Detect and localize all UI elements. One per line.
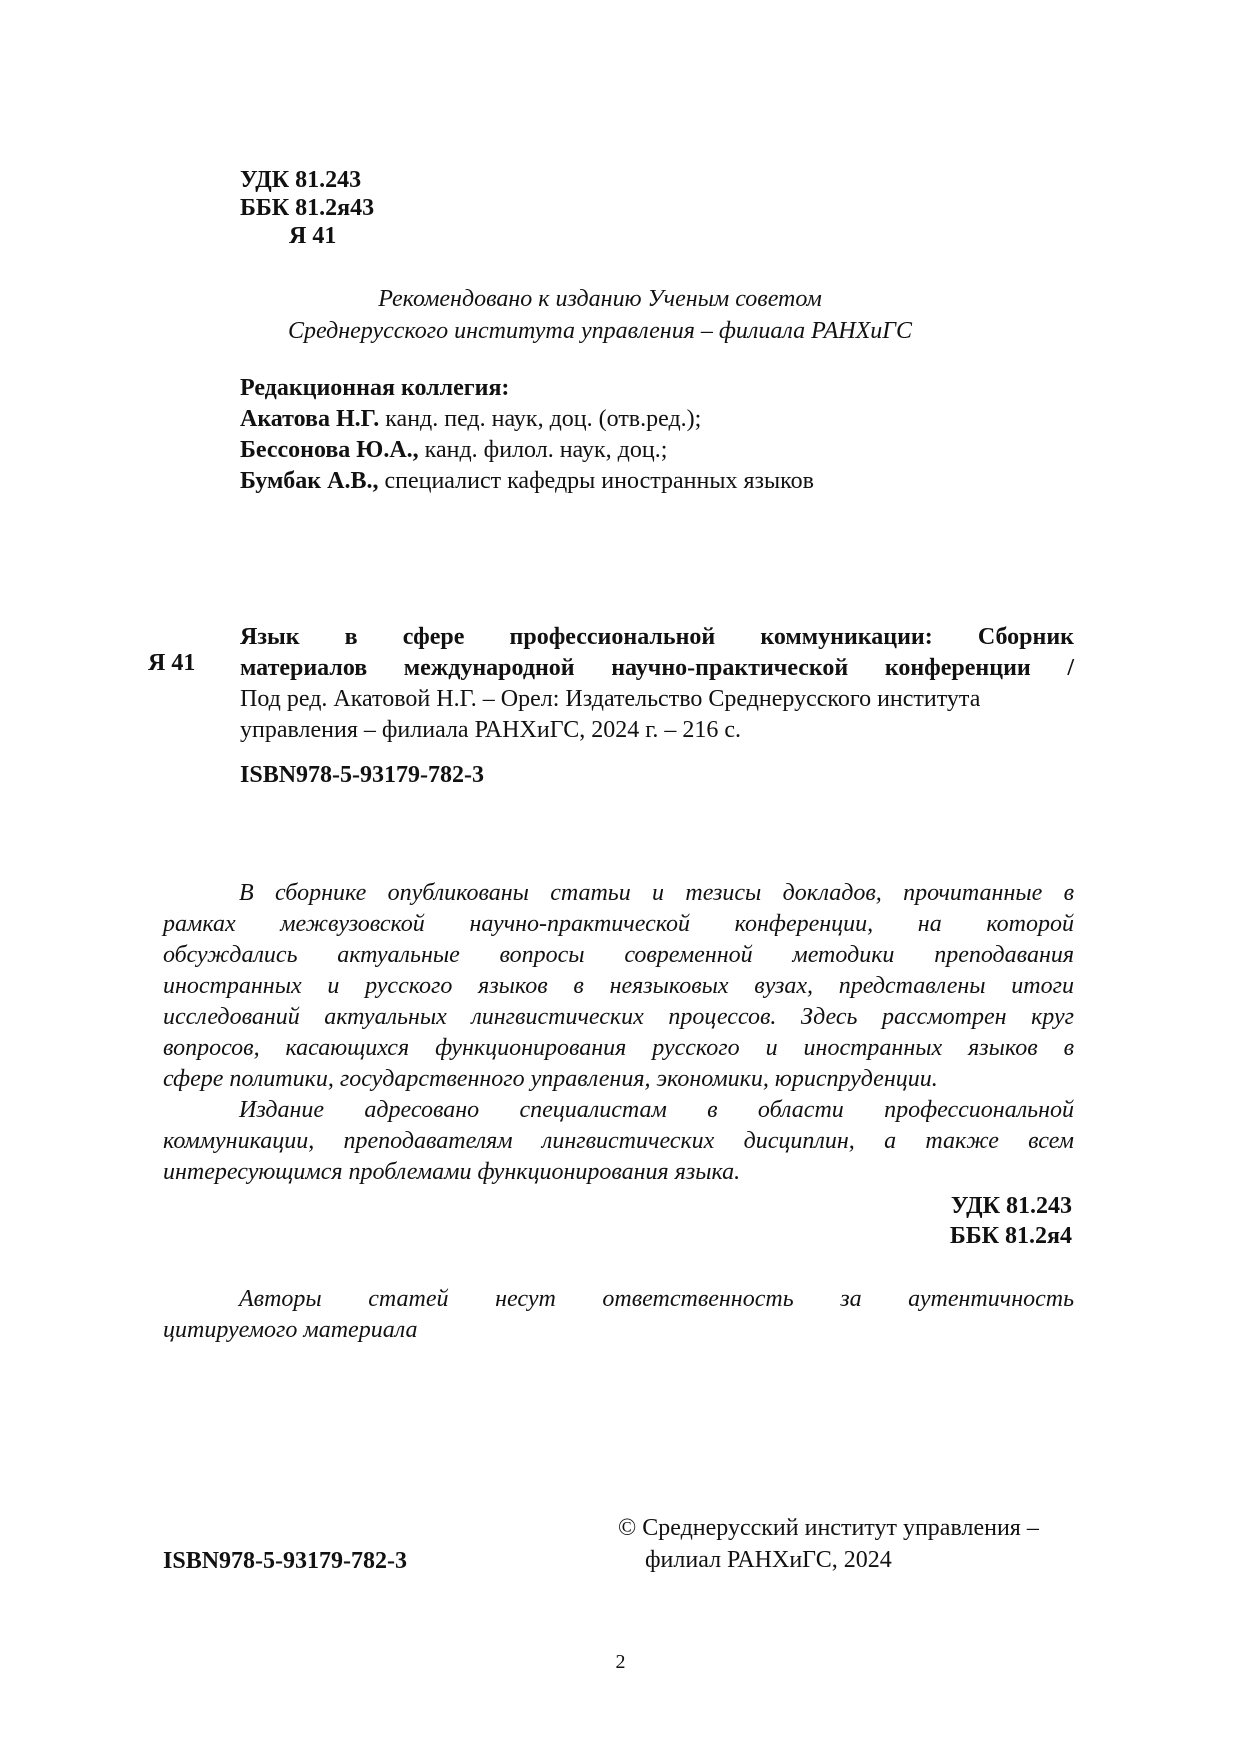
library-cipher: Я 41 bbox=[148, 650, 196, 676]
copyright-notice bbox=[618, 1512, 1039, 1576]
board-member bbox=[240, 435, 814, 466]
imprint-line-1: Под ред. Акатовой Н.Г. – Орел: Издательство Среднерусского института bbox=[240, 686, 981, 712]
copyright-line-1: © Среднерусский институт управления – bbox=[618, 1515, 1039, 1541]
authors-disclaimer bbox=[163, 1284, 1074, 1346]
udk-code-bottom: УДК 81.243 bbox=[950, 1193, 1072, 1219]
annotation-line: коммуникации, преподавателям лингвистических дисциплин, а также всем bbox=[163, 1128, 1074, 1154]
board-member bbox=[240, 404, 814, 435]
book-title-line-1: Язык в сфере профессиональной коммуникации: Сборник bbox=[240, 624, 1074, 650]
board-member-role: канд. филол. наук, доц.; bbox=[418, 437, 668, 463]
bibliographic-record bbox=[240, 622, 1074, 746]
disclaimer-line-2: цитируемого материала bbox=[163, 1317, 418, 1343]
annotation-line: иностранных и русского языков в неязыковых вузах, представлены итоги bbox=[163, 973, 1074, 999]
isbn-footer: ISBN978-5-93179-782-3 bbox=[163, 1548, 407, 1574]
recommendation-line-2: Среднерусского института управления – филиала РАНХиГС bbox=[288, 318, 912, 344]
imprint-line-2: управления – филиала РАНХиГС, 2024 г. – 216 с. bbox=[240, 717, 742, 743]
copyright-line-2: филиал РАНХиГС, 2024 bbox=[645, 1547, 892, 1573]
annotation-line: вопросов, касающихся функционирования русского и иностранных языков в bbox=[163, 1035, 1074, 1061]
disclaimer-line-1: Авторы статей несут ответственность за аутентичность bbox=[239, 1286, 1074, 1312]
board-member bbox=[240, 466, 814, 497]
board-member-role: специалист кафедры иностранных языков bbox=[378, 468, 814, 494]
annotation bbox=[163, 878, 1074, 1188]
page-number: 2 bbox=[615, 1651, 626, 1673]
bbk-code: ББК 81.2я43 bbox=[240, 195, 375, 221]
isbn-record: ISBN978-5-93179-782-3 bbox=[240, 762, 484, 788]
annotation-line: рамках межвузовской научно-практической конференции, на которой bbox=[163, 911, 1074, 937]
author-mark: Я 41 bbox=[289, 223, 337, 249]
board-member-name: Бессонова Ю.А., bbox=[240, 437, 419, 463]
board-member-role: канд. пед. наук, доц. (отв.ред.); bbox=[379, 406, 702, 432]
classification-bottom bbox=[950, 1191, 1072, 1251]
udk-code: УДК 81.243 bbox=[240, 167, 362, 193]
annotation-line: Издание адресовано специалистам в области профессиональной bbox=[239, 1097, 1074, 1123]
annotation-line: В сборнике опубликованы статьи и тезисы докладов, прочитанные в bbox=[239, 880, 1074, 906]
board-member-name: Бумбак А.В., bbox=[240, 468, 379, 494]
recommendation-note bbox=[240, 283, 960, 347]
annotation-line: сфере политики, государственного управления, экономики, юриспруденции. bbox=[163, 1066, 938, 1092]
editorial-board bbox=[240, 373, 814, 497]
annotation-line: исследований актуальных лингвистических процессов. Здесь рассмотрен круг bbox=[163, 1004, 1074, 1030]
board-member-name: Акатова Н.Г. bbox=[240, 406, 380, 432]
annotation-line: интересующимся проблемами функционирования языка. bbox=[163, 1159, 741, 1185]
classification-top bbox=[240, 166, 374, 250]
editorial-board-heading: Редакционная коллегия: bbox=[240, 375, 510, 401]
annotation-line: обсуждались актуальные вопросы современной методики преподавания bbox=[163, 942, 1074, 968]
recommendation-line-1: Рекомендовано к изданию Ученым советом bbox=[378, 286, 822, 312]
book-title-line-2: материалов международной научно-практической конференции / bbox=[240, 655, 1074, 681]
bbk-code-bottom: ББК 81.2я4 bbox=[949, 1223, 1072, 1249]
